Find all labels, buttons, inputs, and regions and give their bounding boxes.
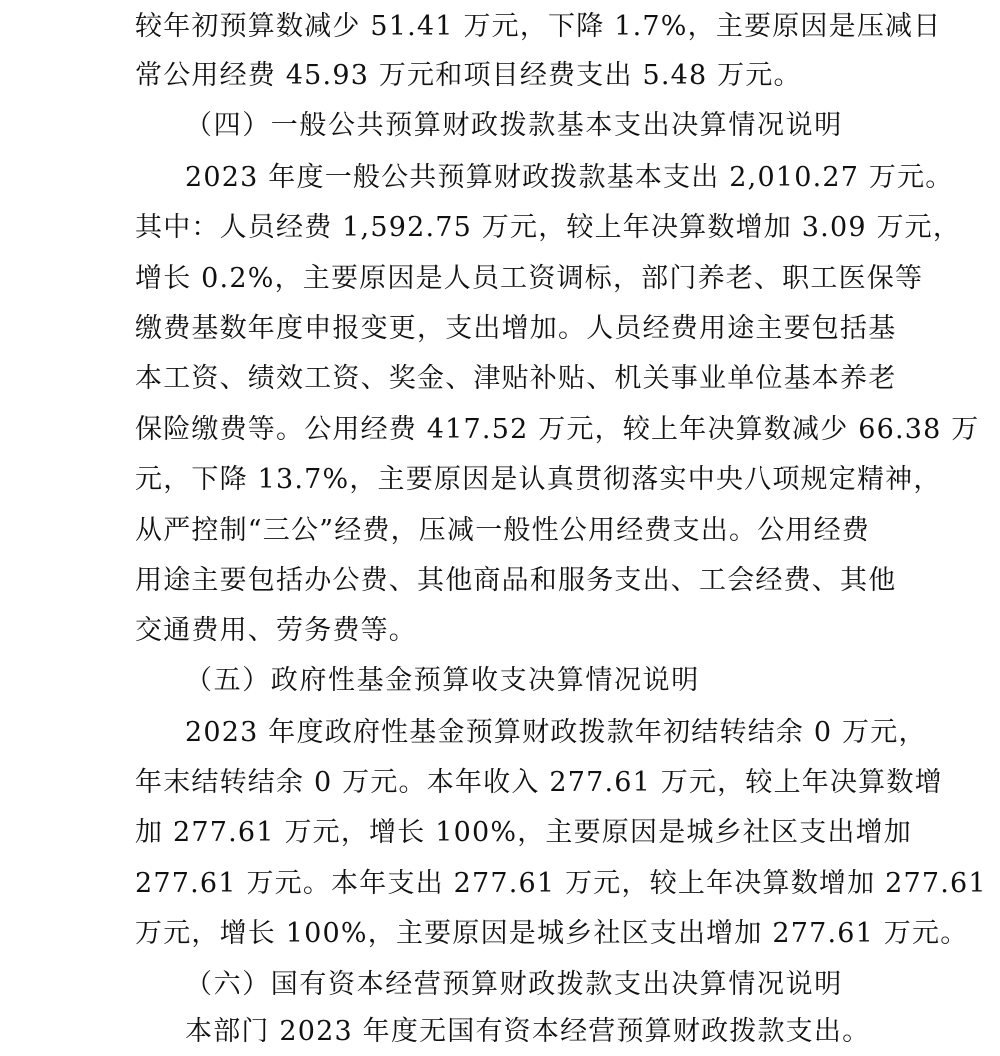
body-text-line: 元，下降 13.7%，主要原因是认真贯彻落实中央八项规定精神，: [135, 464, 942, 495]
section-heading-5: （五）政府性基金预算收支决算情况说明: [185, 665, 700, 696]
body-text-line: 较年初预算数减少 51.41 万元，下降 1.7%，主要原因是压减日: [135, 11, 942, 42]
body-text-line: 万元，增长 100%，主要原因是城乡社区支出增加 277.61 万元。: [135, 918, 969, 949]
body-text-line: 本部门 2023 年度无国有资本经营预算财政拨款支出。: [185, 1016, 871, 1047]
body-text-line: 加 277.61 万元，增长 100%，主要原因是城乡社区支出增加: [135, 817, 913, 848]
body-text-line: 增长 0.2%，主要原因是人员工资调标，部门养老、职工医保等: [135, 263, 924, 294]
body-text-line: 常公用经费 45.93 万元和项目经费支出 5.48 万元。: [135, 60, 802, 91]
body-text-line: 交通费用、劳务费等。: [135, 615, 417, 646]
body-text-line: 2023 年度一般公共预算财政拨款基本支出 2,010.27 万元。: [185, 162, 954, 193]
body-text-line: 本工资、绩效工资、奖金、津贴补贴、机关事业单位基本养老: [135, 363, 897, 394]
section-heading-4: （四）一般公共预算财政拨款基本支出决算情况说明: [185, 110, 843, 141]
body-text-line: 其中：人员经费 1,592.75 万元，较上年决算数增加 3.09 万元，: [135, 212, 962, 243]
body-text-line: 用途主要包括办公费、其他商品和服务支出、工会经费、其他: [135, 565, 897, 596]
body-text-line: 年末结转结余 0 万元。本年收入 277.61 万元，较上年决算数增: [135, 767, 943, 798]
body-text-line: 保险缴费等。公用经费 417.52 万元，较上年决算数减少 66.38 万: [135, 414, 980, 445]
body-text-line: 2023 年度政府性基金预算财政拨款年初结转结余 0 万元，: [185, 717, 927, 748]
body-text-line: 277.61 万元。本年支出 277.61 万元，较上年决算数增加 277.61: [135, 868, 987, 899]
body-text-line: 缴费基数年度申报变更，支出增加。人员经费用途主要包括基: [135, 313, 897, 344]
section-heading-6: （六）国有资本经营预算财政拨款支出决算情况说明: [185, 969, 843, 1000]
body-text-line: 从严控制“三公”经费，压减一般性公用经费支出。公用经费: [135, 515, 871, 546]
